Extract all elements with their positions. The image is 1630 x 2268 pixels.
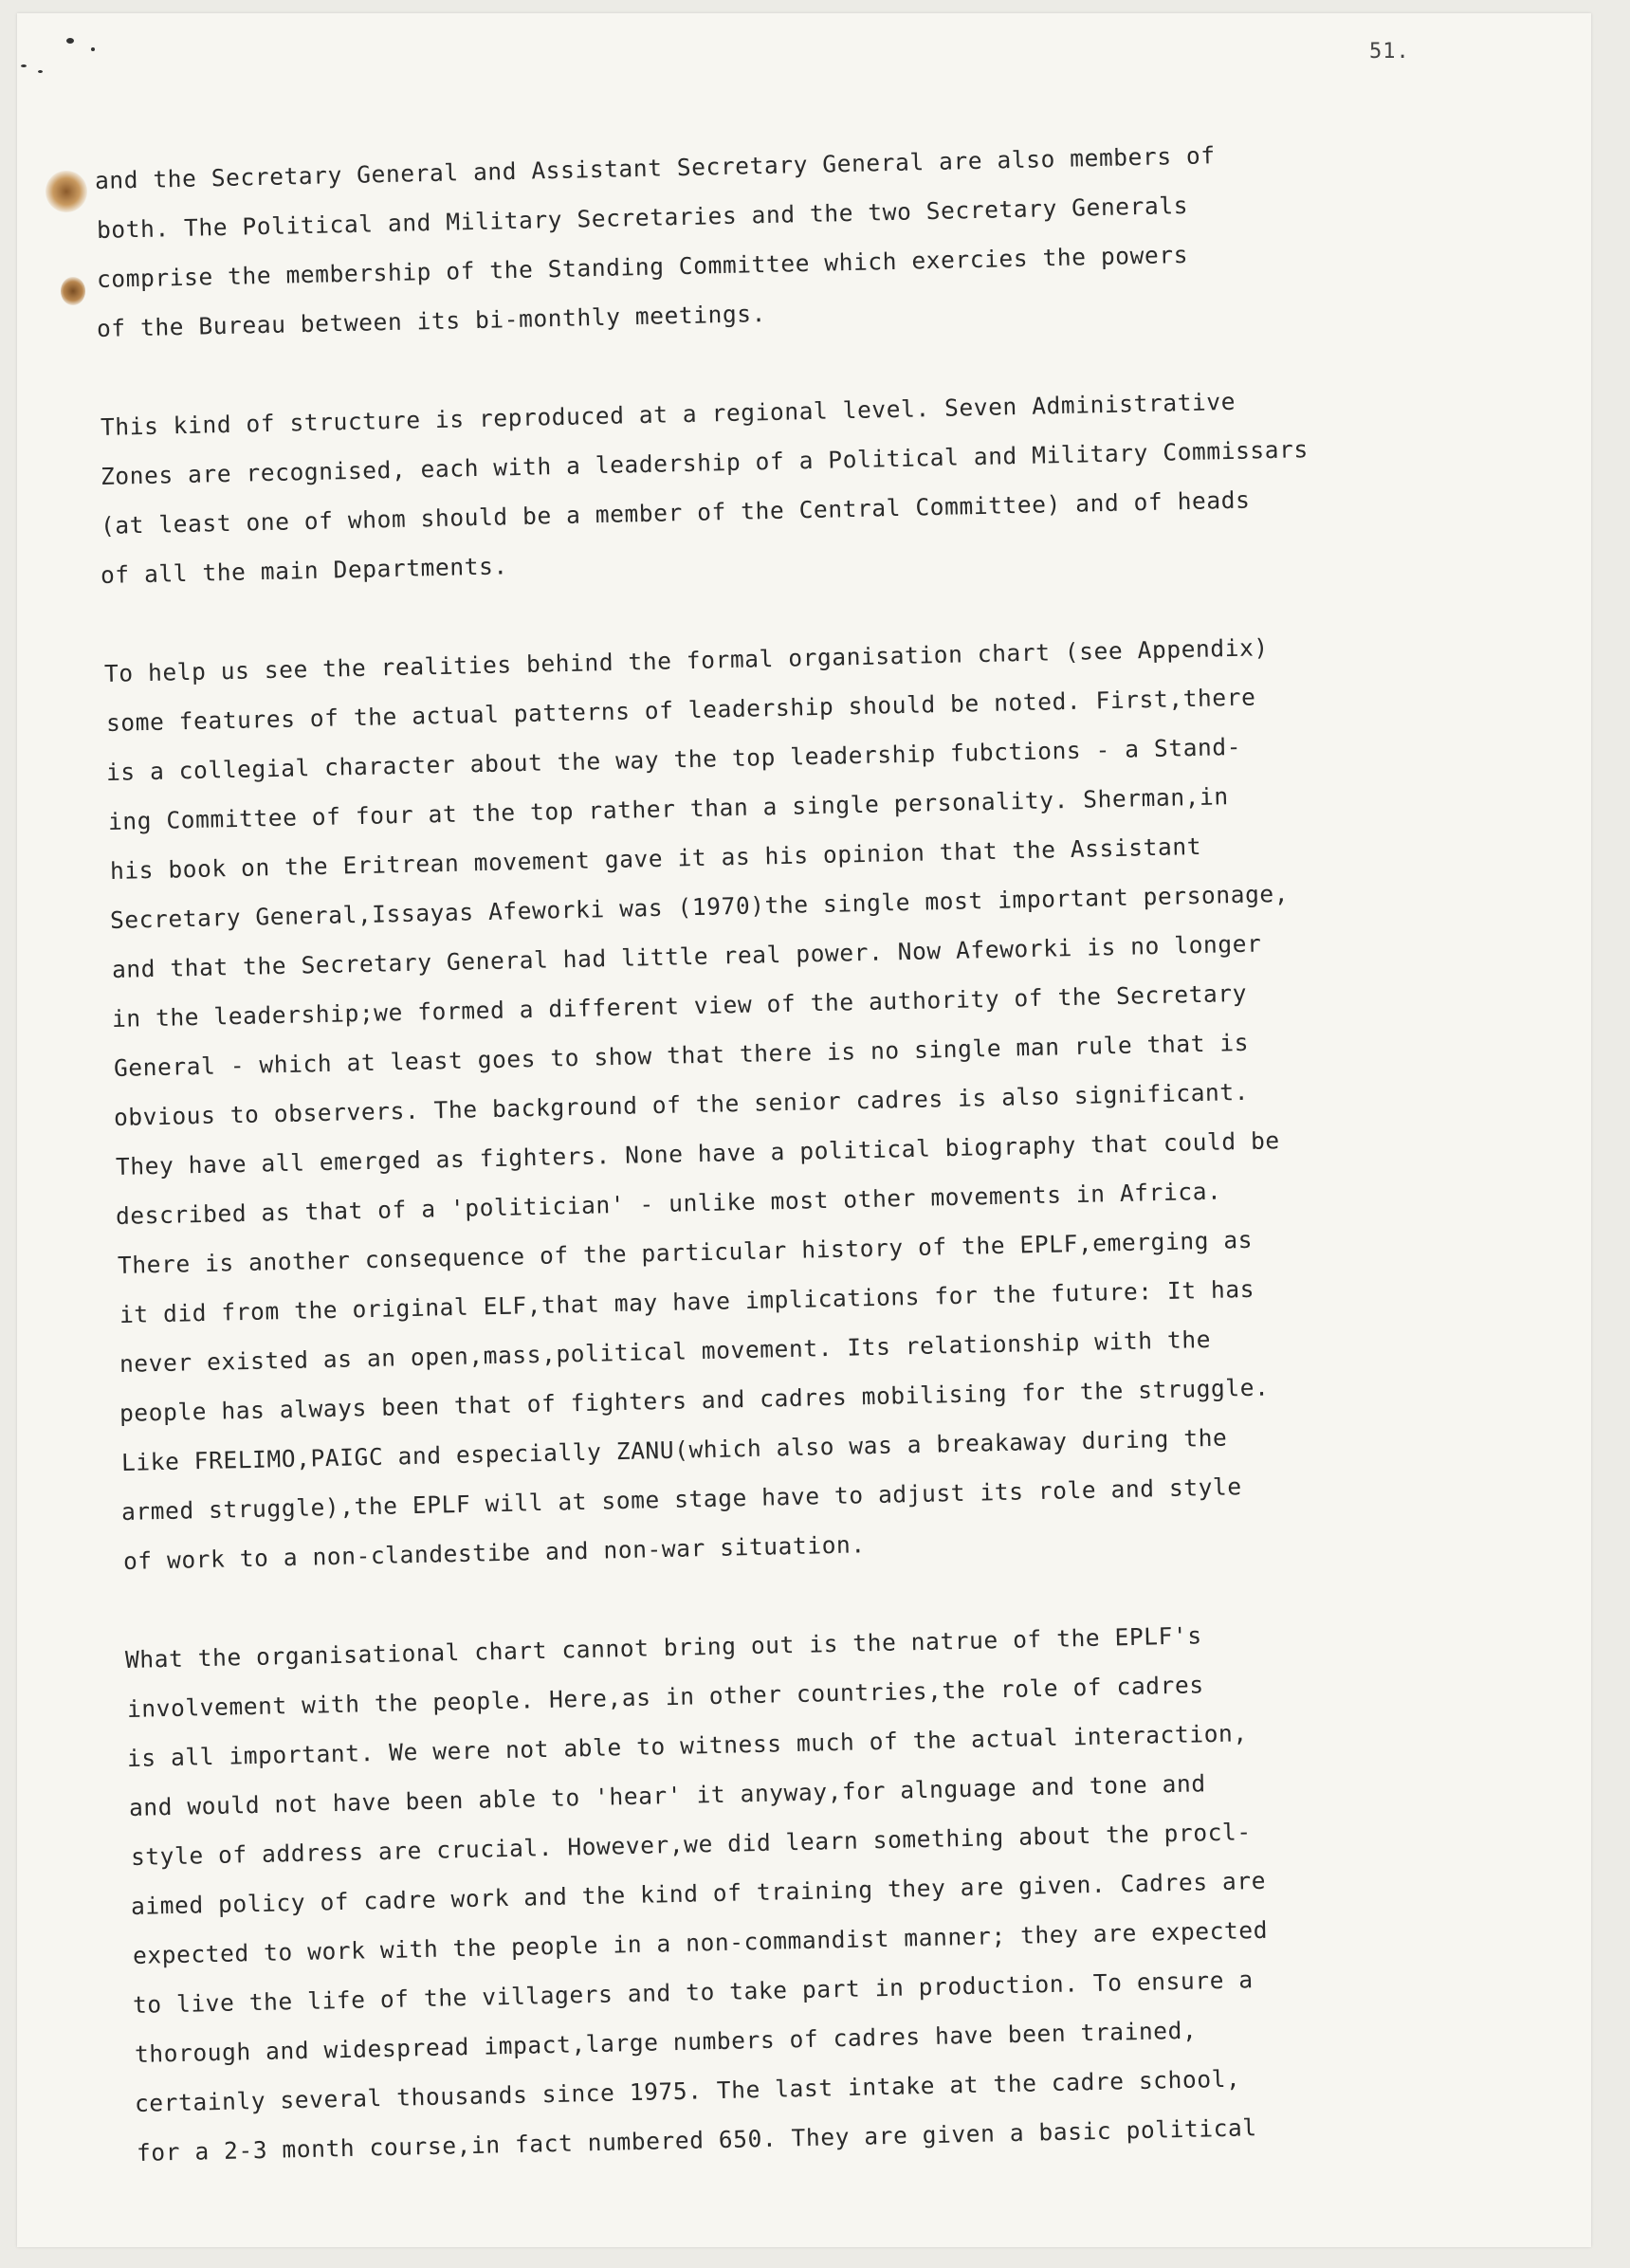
text-line: expected to work with the people in a non-commandist manner; they are expected <box>132 1915 1269 1969</box>
text-line: What the organisational chart cannot bring out is the natrue of the EPLF's <box>124 1621 1202 1674</box>
text-line: to live the life of the villagers and to take part in production. To ensure a <box>132 1966 1254 2019</box>
text-line: and that the Secretary General had little real power. Now Afeworki is no longer <box>111 929 1262 983</box>
text-line: and would not have been able to 'hear' it anyway,for alnguage and tone and <box>128 1769 1206 1821</box>
text-line: To help us see the realities behind the formal organisation chart (see Appendix) <box>103 633 1270 687</box>
text-line: There is another consequence of the particular history of the EPLF,emerging as <box>117 1225 1254 1279</box>
text-line: aimed policy of cadre work and the kind of training they are given. Cadres are <box>130 1866 1267 1920</box>
text-line: Zones are recognised, each with a leadership of a Political and Military Commissars <box>100 435 1309 490</box>
text-line: of the Bureau between its bi-monthly meetings. <box>96 299 767 342</box>
text-line: in the leadership;we formed a different view of the authority of the Secretary <box>111 979 1248 1033</box>
text-line: some features of the actual patterns of leadership should be noted. First,there <box>105 683 1256 737</box>
page-number: 51. <box>1369 40 1410 64</box>
text-line: obvious to observers. The background of the senior cadres is also significant. <box>113 1077 1250 1131</box>
text-line: it did from the original ELF,that may have implications for the future: It has <box>119 1274 1255 1328</box>
text-line: This kind of structure is reproduced at a regional level. Seven Administrative <box>100 387 1236 441</box>
text-line: style of address are crucial. However,we did learn something about the procl- <box>130 1818 1252 1871</box>
text-line: his book on the Eritrean movement gave it as his opinion that the Assistant <box>109 832 1202 885</box>
text-line: They have all emerged as fighters. None have a political biography that could be <box>115 1126 1281 1180</box>
text-line: is a collegial character about the way the top leadership fubctions - a Stand- <box>105 732 1242 786</box>
text-line: thorough and widespread impact,large numbers of cadres have been trained, <box>134 2016 1198 2068</box>
text-line: is all important. We were not able to witness much of the actual interaction, <box>126 1719 1248 1772</box>
text-line: involvement with the people. Here,as in other countries,the role of cadres <box>126 1671 1204 1723</box>
text-line: for a 2-3 month course,in fact numbered 650. They are given a basic political <box>136 2113 1257 2167</box>
text-line: and the Secretary General and Assistant Secretary General are also members of <box>94 141 1216 194</box>
text-line: of work to a non-clandestibe and non-war situation. <box>122 1530 867 1575</box>
text-line: never existed as an open,mass,political movement. Its relationship with the <box>119 1325 1212 1378</box>
text-line: people has always been that of fighters and cadres mobilising for the struggle. <box>119 1373 1270 1427</box>
text-line: (at least one of whom should be a member of the Central Committee) and of heads <box>100 485 1251 540</box>
text-line: both. The Political and Military Secretaries and the two Secretary Generals <box>96 191 1189 244</box>
text-line: of all the main Departments. <box>100 552 509 589</box>
text-line: armed struggle),the EPLF will at some stage have to adjust its role and style <box>120 1472 1242 1526</box>
text-line: ing Committee of four at the top rather than a single personality. Sherman,in <box>107 782 1229 835</box>
text-line: General - which at least goes to show that there is no single man rule that is <box>113 1028 1250 1082</box>
text-line: Like FRELIMO,PAIGC and especially ZANU(which also was a breakaway during the <box>120 1423 1228 1476</box>
text-line: comprise the membership of the Standing Committee which exercies the powers <box>96 240 1189 293</box>
text-line: Secretary General,Issayas Afeworki was (1970)the single most important personage, <box>109 879 1290 934</box>
text-line: described as that of a 'politician' - unlike most other movements in Africa. <box>115 1177 1222 1230</box>
text-line: certainly several thousands since 1975. The last intake at the cadre school, <box>134 2064 1241 2117</box>
